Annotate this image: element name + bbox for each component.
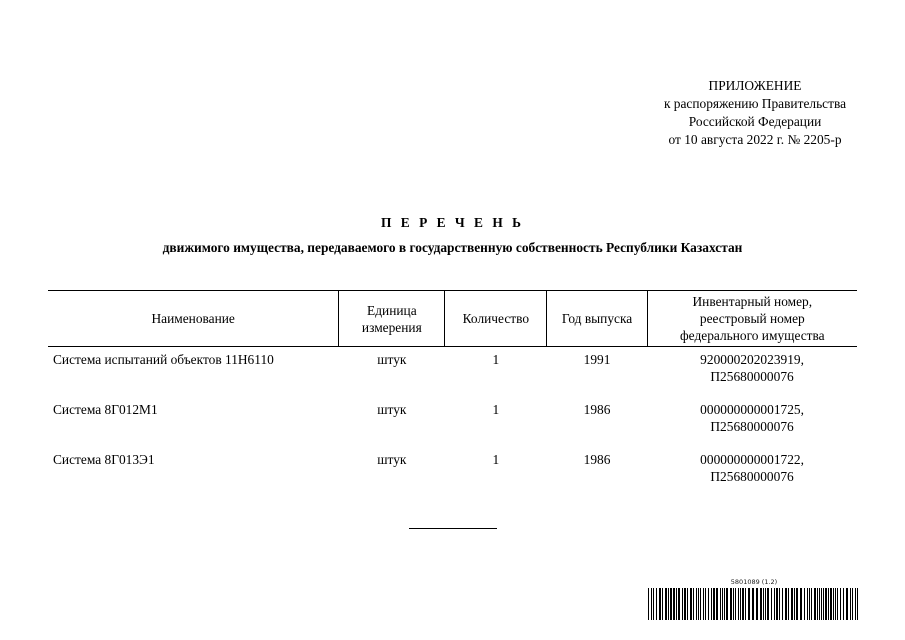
end-divider: [409, 528, 497, 529]
barcode-code: 5801089 (1.2): [730, 578, 778, 586]
document-subtitle: движимого имущества, передаваемого в государственную собственность Республики Казахстан: [162, 240, 743, 255]
appendix-order-ref: к распоряжению Правительства: [663, 96, 847, 111]
cell-name: Система испытаний объектов 11Н6110: [53, 352, 274, 367]
cell-name: Система 8Г012М1: [53, 402, 158, 417]
barcode-block: [648, 578, 860, 620]
barcode-icon: [648, 588, 860, 620]
cell-quantity: 1: [492, 452, 500, 467]
appendix-government: Российской Федерации: [688, 114, 822, 129]
header-year: Год выпуска: [547, 291, 647, 347]
cell-unit: штук: [377, 452, 407, 467]
cell-year: 1991: [583, 352, 611, 367]
cell-unit: штук: [377, 402, 407, 417]
appendix-label: ПРИЛОЖЕНИЕ: [708, 78, 802, 93]
cell-quantity: 1: [492, 352, 500, 367]
header-name: Наименование: [48, 291, 339, 347]
table-header-row: [48, 291, 857, 347]
cell-unit: штук: [377, 352, 407, 367]
cell-inventory-number: 000000000001722, П25680000076: [700, 452, 804, 484]
appendix-date-number: от 10 августа 2022 г. № 2205-р: [668, 132, 842, 147]
cell-inventory-number: 000000000001725, П25680000076: [700, 402, 804, 434]
header-quantity: Количество: [445, 291, 547, 347]
property-table: [48, 290, 857, 497]
table-row: [48, 397, 857, 447]
table-row: [48, 347, 857, 398]
appendix-header: [590, 77, 905, 149]
cell-year: 1986: [583, 402, 611, 417]
header-inventory-number: Инвентарный номер, реестровый номер федерального имущества: [647, 291, 857, 347]
header-unit: Единица измерения: [339, 291, 445, 347]
cell-quantity: 1: [492, 402, 500, 417]
document-title: П Е Р Е Ч Е Н Ь: [381, 215, 524, 230]
table-row: [48, 447, 857, 497]
cell-year: 1986: [583, 452, 611, 467]
cell-name: Система 8Г013Э1: [53, 452, 155, 467]
cell-inventory-number: 920000202023919, П25680000076: [700, 352, 804, 384]
